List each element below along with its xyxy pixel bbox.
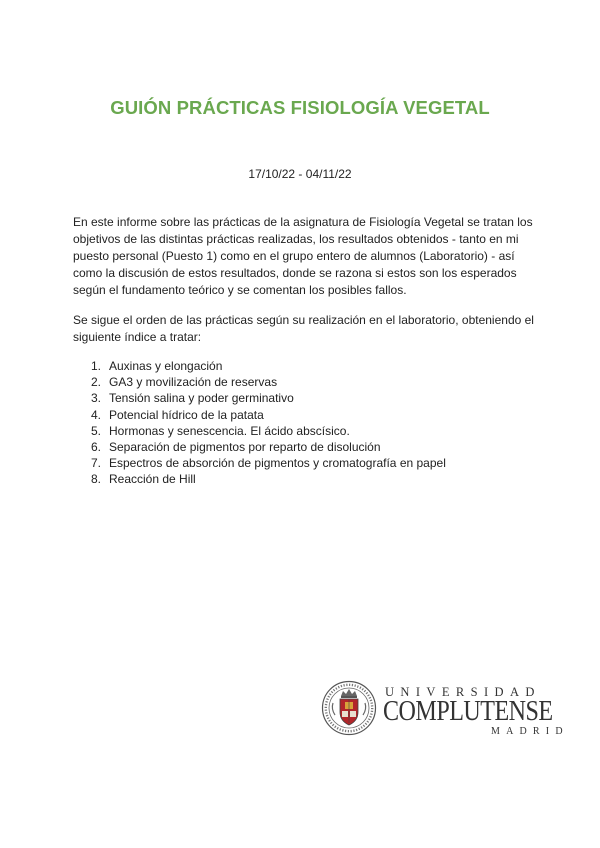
order-paragraph: Se sigue el orden de las prácticas según su realización en el laboratorio, obteniendo el siguiente índice a tratar: (73, 313, 534, 344)
practice-index-list (91, 358, 446, 488)
list-item-number: 6. (91, 440, 102, 455)
logo-university-text: UNIVERSIDAD (385, 685, 541, 699)
list-item (91, 455, 446, 471)
list-item-number: 4. (91, 407, 102, 422)
list-item (91, 439, 446, 455)
list-item-number: 7. (91, 456, 102, 471)
list-item-label: Separación de pigmentos por reparto de disolución (109, 440, 381, 455)
logo-madrid-text: MADRID (491, 726, 569, 737)
list-item (91, 471, 446, 487)
list-item (91, 423, 446, 439)
university-seal-icon (321, 679, 377, 737)
intro-paragraph: En este informe sobre las prácticas de la asignatura de Fisiología Vegetal se tratan los objetivos de las distintas prácticas realizadas, los resultados obtenidos - tanto en mi puesto personal (Puesto 1) como en el grupo entero de alumnos (Laboratorio) - así como la discusión de estos resultados, donde se razona si estos son los esperados según el fundamento teórico y se comentan los posibles fallos. (73, 215, 533, 297)
list-item-label: Hormonas y senescencia. El ácido abscísico. (109, 423, 350, 438)
list-item (91, 374, 446, 390)
university-logo (321, 679, 571, 739)
list-item-label: Espectros de absorción de pigmentos y cromatografía en papel (109, 456, 446, 471)
list-item-number: 8. (91, 472, 102, 487)
date-range: 17/10/22 - 04/11/22 (248, 167, 352, 181)
list-item-label: Potencial hídrico de la patata (109, 407, 264, 422)
list-item-label: GA3 y movilización de reservas (109, 375, 278, 390)
list-item-label: Auxinas y elongación (109, 359, 223, 373)
list-item (91, 390, 446, 406)
list-item (91, 358, 446, 374)
list-item-label: Tensión salina y poder germinativo (109, 391, 294, 406)
logo-complutense-text: COMPLUTENSE (383, 696, 553, 727)
list-item-number: 5. (91, 423, 102, 438)
list-item-label: Reacción de Hill (109, 472, 196, 487)
document-title: GUIÓN PRÁCTICAS FISIOLOGÍA VEGETAL (110, 97, 490, 118)
list-item (91, 407, 446, 423)
list-item-number: 1. (91, 359, 102, 373)
list-item-number: 3. (91, 391, 102, 406)
list-item-number: 2. (91, 375, 102, 390)
